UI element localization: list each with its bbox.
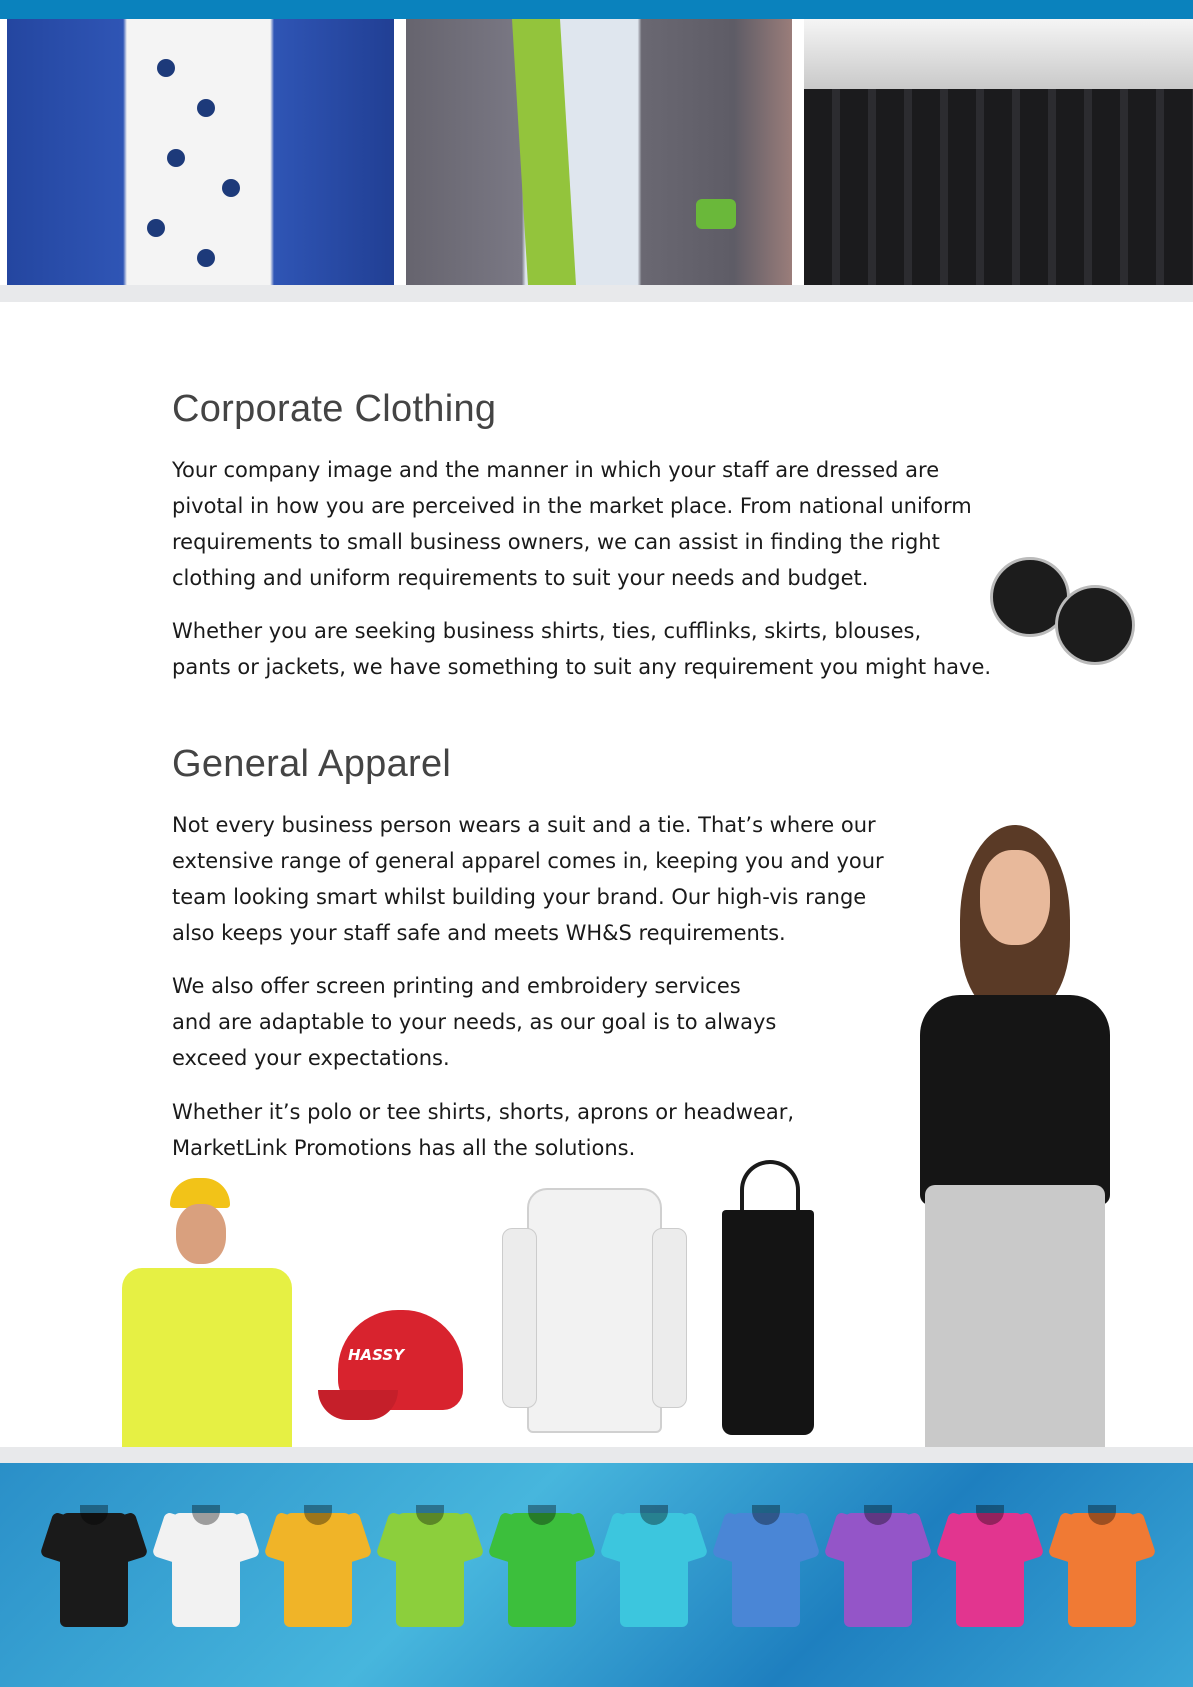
red-cap-image xyxy=(318,1310,468,1430)
text-line: MarketLink Promotions has all the solutions. xyxy=(172,1136,636,1160)
text-line: We also offer screen printing and embroidery services xyxy=(172,974,741,998)
heading-corporate-clothing: Corporate Clothing xyxy=(172,388,497,430)
top-accent-bar xyxy=(0,0,1193,19)
cap-logo-text: HASSY xyxy=(348,1346,405,1364)
polo-color-range-banner xyxy=(0,1463,1193,1687)
paragraph-corporate-1 xyxy=(172,452,972,596)
photo-blue-blazer xyxy=(7,19,394,285)
cufflinks-image xyxy=(990,545,1150,670)
polo-shirt xyxy=(718,1495,814,1627)
text-line: pivotal in how you are perceived in the market place. From national uniform xyxy=(172,494,972,518)
photo-suit-rack xyxy=(804,19,1193,285)
polo-shirt xyxy=(942,1495,1038,1627)
text-line: Whether you are seeking business shirts, ties, cufflinks, skirts, blouses, xyxy=(172,619,922,643)
polo-shirt xyxy=(830,1495,926,1627)
polo-shirt xyxy=(46,1495,142,1627)
paragraph-apparel-2 xyxy=(172,968,776,1076)
polo-shirt xyxy=(606,1495,702,1627)
text-line: pants or jackets, we have something to suit any requirement you might have. xyxy=(172,655,992,679)
text-line: Not every business person wears a suit and a tie. That’s where our xyxy=(172,813,876,837)
polo-shirt xyxy=(158,1495,254,1627)
divider-band xyxy=(0,285,1193,302)
text-line: exceed your expectations. xyxy=(172,1046,450,1070)
photo-green-tie xyxy=(406,19,792,285)
text-line: Whether it’s polo or tee shirts, shorts, aprons or headwear, xyxy=(172,1100,795,1124)
polo-shirt xyxy=(494,1495,590,1627)
paragraph-corporate-2 xyxy=(172,613,991,685)
chef-jacket-image xyxy=(502,1188,686,1433)
woman-model-image xyxy=(880,825,1160,1447)
heading-general-apparel: General Apparel xyxy=(172,743,452,785)
text-line: extensive range of general apparel comes in, keeping you and your xyxy=(172,849,884,873)
text-line: and are adaptable to your needs, as our goal is to always xyxy=(172,1010,777,1034)
polo-shirt xyxy=(1054,1495,1150,1627)
polo-shirt xyxy=(382,1495,478,1627)
divider-band xyxy=(0,1447,1193,1464)
paragraph-apparel-3 xyxy=(172,1094,794,1166)
text-line: team looking smart whilst building your brand. Our high-vis range xyxy=(172,885,867,909)
text-line: Your company image and the manner in which your staff are dressed are xyxy=(172,458,940,482)
polo-shirt xyxy=(270,1495,366,1627)
text-line: clothing and uniform requirements to suit your needs and budget. xyxy=(172,566,869,590)
worker-hivis-image xyxy=(112,1178,302,1448)
text-line: requirements to small business owners, we can assist in finding the right xyxy=(172,530,940,554)
black-apron-image xyxy=(722,1160,814,1435)
text-line: also keeps your staff safe and meets WH&S requirements. xyxy=(172,921,786,945)
paragraph-apparel-1 xyxy=(172,807,884,951)
